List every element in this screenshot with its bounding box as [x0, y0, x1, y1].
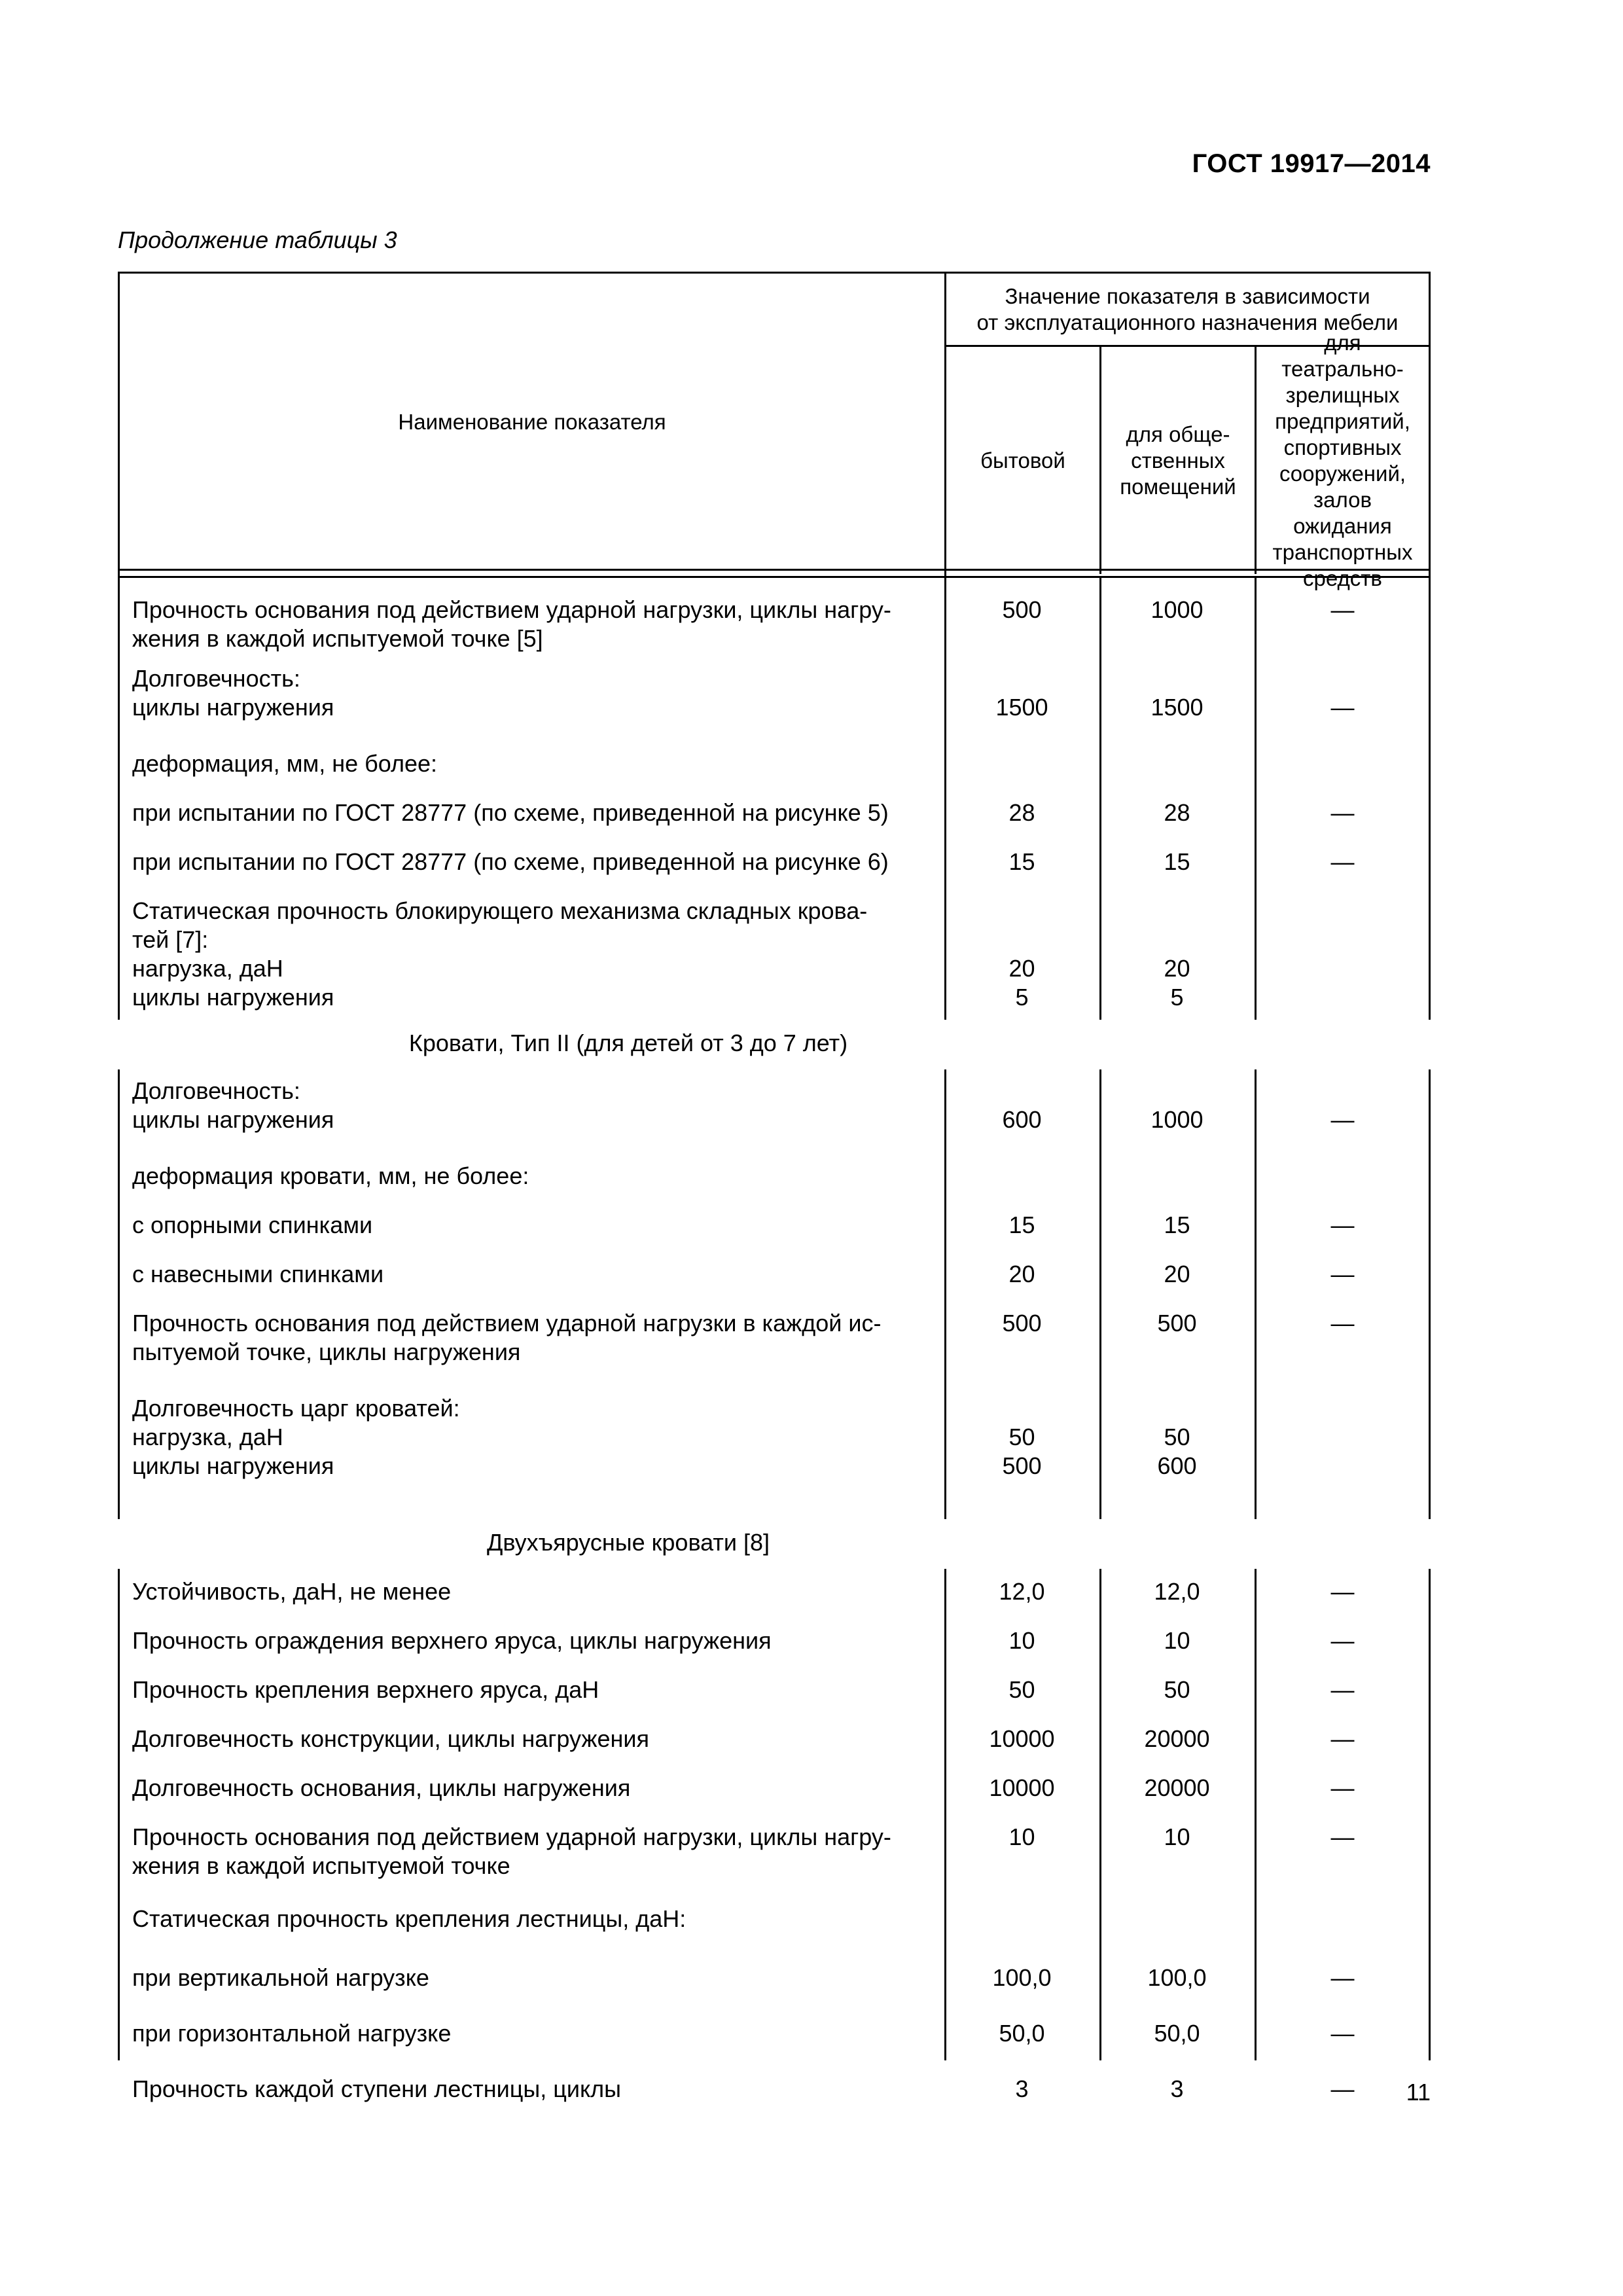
table-column-rule — [1255, 1069, 1257, 1519]
row-value-c3: — — [1330, 799, 1355, 826]
row-label: Долговечность основания, циклы нагружения — [132, 1774, 631, 1801]
row-value-c3: — — [1330, 2075, 1355, 2102]
row-value-c2: 3 — [1170, 2075, 1184, 2102]
row-value-c2: 20000 — [1144, 1725, 1210, 1752]
row-value-c1: 50 — [1008, 1676, 1035, 1703]
row-value-c1: 10 — [1008, 1823, 1035, 1850]
row-value-c2: 20000 — [1144, 1774, 1210, 1801]
row-label: Прочность каждой ступени лестницы, циклы — [132, 2075, 621, 2102]
row-label: Прочность основания под действием ударной нагрузки, циклы нагру- жения в каждой испытуемой точке — [132, 1823, 891, 1879]
row-label: с навесными спинками — [132, 1261, 384, 1287]
row-label: Прочность основания под действием ударной нагрузки в каждой ис- пытуемой точке, циклы нагружения — [132, 1310, 882, 1365]
row-value-c1: 10 — [1008, 1627, 1035, 1654]
row-value-c2: 15 — [1164, 848, 1190, 875]
header-col-theatre: для театрально- зрелищных предприятий, спортивных сооружений, залов ожидания транспортных средств — [1272, 330, 1413, 590]
row-label: Прочность ограждения верхнего яруса, циклы нагружения — [132, 1627, 772, 1654]
row-label: деформация, мм, не более: — [132, 750, 437, 777]
row-value-c2: 10 — [1164, 1627, 1190, 1654]
document-code: ГОСТ 19917—2014 — [1192, 149, 1431, 178]
row-value-c1: 20 — [1008, 1261, 1035, 1287]
row-value-c2: 50,0 — [1154, 2020, 1200, 2047]
row-value-c3: — — [1330, 1578, 1355, 1605]
table-column-rule — [1429, 1069, 1431, 1519]
row-value-c2: 100,0 — [1147, 1964, 1207, 1991]
row-value-c2: 20 — [1164, 1261, 1190, 1287]
row-value-c3: — — [1330, 1106, 1355, 1133]
row-value-c3: — — [1330, 1310, 1355, 1336]
table-header — [118, 272, 1431, 590]
row-label: с опорными спинками — [132, 1211, 373, 1238]
table-column-rule — [944, 576, 946, 1020]
row-value-c1: 10000 — [989, 1774, 1055, 1801]
row-value-c3: — — [1330, 596, 1355, 623]
row-label: при вертикальной нагрузке — [132, 1964, 429, 1991]
row-value-c3: — — [1330, 848, 1355, 875]
row-value-c1: 50,0 — [999, 2020, 1045, 2047]
row-value-c1: 500 — [1002, 1310, 1042, 1336]
row-value-c3: — — [1330, 1774, 1355, 1801]
page-number: 11 — [1406, 2079, 1431, 2106]
row-label: Устойчивость, даН, не менее — [132, 1578, 452, 1605]
row-value-c3: — — [1330, 694, 1355, 721]
row-label: при горизонтальной нагрузке — [132, 2020, 452, 2047]
row-label: деформация кровати, мм, не более: — [132, 1162, 529, 1189]
header-col-household: бытовой — [946, 347, 1101, 574]
row-value-c1: 50 500 — [1002, 1424, 1042, 1479]
table-column-rule — [118, 576, 120, 1020]
row-value-c3: — — [1330, 1211, 1355, 1238]
row-label: Долговечность царг кроватей: нагрузка, даН циклы нагружения — [132, 1395, 460, 1479]
row-value-c2: 50 — [1164, 1676, 1190, 1703]
row-value-c1: 500 — [1002, 596, 1042, 623]
table-column-rule — [118, 1569, 120, 2060]
row-label: Статическая прочность блокирующего механизма складных крова- тей [7]: нагрузка, даН циклы нагружения — [132, 897, 868, 1011]
row-value-c3: — — [1330, 2020, 1355, 2047]
row-value-c3: — — [1330, 1823, 1355, 1850]
table-section-title: Двухъярусные кровати [8] — [486, 1529, 770, 1556]
row-label: Долговечность: циклы нагружения — [132, 1077, 334, 1133]
row-value-c2: 28 — [1164, 799, 1190, 826]
row-value-c1: 20 5 — [1008, 955, 1035, 1011]
row-value-c1: 3 — [1015, 2075, 1029, 2102]
row-value-c1: 15 — [1008, 848, 1035, 875]
row-label: Долговечность: циклы нагружения — [132, 665, 334, 721]
row-value-c3: — — [1330, 1627, 1355, 1654]
header-value-group: Значение показателя в зависимости от эксплуатационного назначения мебели — [946, 274, 1429, 347]
row-value-c2: 15 — [1164, 1211, 1190, 1238]
row-value-c1: 10000 — [989, 1725, 1055, 1752]
row-value-c1: 12,0 — [999, 1578, 1045, 1605]
row-value-c2: 10 — [1164, 1823, 1190, 1850]
row-value-c1: 1500 — [995, 694, 1048, 721]
header-indicator-name-label: Наименование показателя — [398, 410, 666, 434]
row-value-c2: 20 5 — [1164, 955, 1190, 1011]
row-value-c1: 15 — [1008, 1211, 1035, 1238]
table-column-rule — [118, 1069, 120, 1519]
row-value-c1: 100,0 — [992, 1964, 1052, 1991]
table-column-rule — [1255, 576, 1257, 1020]
row-value-c3: — — [1330, 1676, 1355, 1703]
row-value-c1: 28 — [1008, 799, 1035, 826]
row-label: Прочность крепления верхнего яруса, даН — [132, 1676, 599, 1703]
row-value-c1: 600 — [1002, 1106, 1042, 1133]
row-value-c3: — — [1330, 1964, 1355, 1991]
row-value-c2: 50 600 — [1157, 1424, 1197, 1479]
row-label: Статическая прочность крепления лестницы, даН: — [132, 1905, 687, 1932]
row-value-c3: — — [1330, 1261, 1355, 1287]
header-indicator-name — [120, 274, 946, 576]
row-value-c3: — — [1330, 1725, 1355, 1752]
header-col-public: для обще- ственных помещений — [1101, 347, 1257, 574]
table-section-title: Кровати, Тип II (для детей от 3 до 7 лет) — [408, 1030, 848, 1056]
row-value-c2: 12,0 — [1154, 1578, 1200, 1605]
row-label: при испытании по ГОСТ 28777 (по схеме, приведенной на рисунке 5) — [132, 799, 889, 826]
row-value-c2: 1500 — [1150, 694, 1204, 721]
table-column-rule — [1099, 576, 1101, 1020]
row-value-c2: 1000 — [1150, 596, 1204, 623]
row-label: при испытании по ГОСТ 28777 (по схеме, приведенной на рисунке 6) — [132, 848, 889, 875]
row-label: Прочность основания под действием ударной нагрузки, циклы нагру- жения в каждой испытуемой точке [5] — [132, 596, 891, 652]
row-label: Долговечность конструкции, циклы нагружения — [132, 1725, 649, 1752]
table-continuation-caption: Продолжение таблицы 3 — [118, 226, 397, 253]
table-column-rule — [1429, 576, 1431, 1020]
row-value-c2: 500 — [1157, 1310, 1197, 1336]
row-value-c2: 1000 — [1150, 1106, 1204, 1133]
